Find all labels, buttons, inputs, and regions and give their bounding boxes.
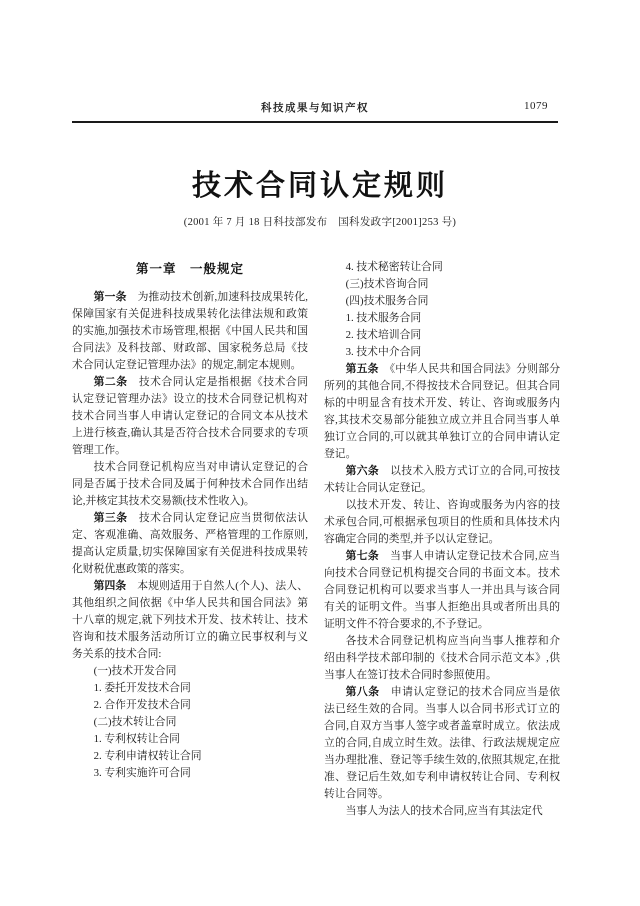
document-subtitle: (2001 年 7 月 18 日科技部发布 国科发政字[2001]253 号) (183, 217, 457, 228)
article-label: 第五条 (345, 363, 379, 375)
paragraph: 第八条 申请认定登记的技术合同应当是依法已经生效的合同。当事人以合同书形式订立的合同,自双方当事人签字或者盖章时成立。依法成立的合同,自成立时生效。法律、行政法规规定应当办理批准、登记等手续生效的,依照其规定,在批准、登记后生效,如专利申请权转让合同、专利权转让合同等。 (324, 686, 561, 800)
paragraph: 第六条 以技术入股方式订立的合同,可按技术转让合同认定登记。 (324, 465, 561, 494)
list-item: 2. 合作开发技术合同 (93, 699, 191, 711)
running-header (72, 100, 558, 118)
paragraph: 第四条 本规则适用于自然人(个人)、法人、其他组织之间依据《中华人民共和国合同法》第十八章的规定,就下列技术开发、技术转让、技术咨询和技术服务活动所订立的确立民事权利与义务关系的技术合同: (72, 580, 308, 660)
page-number: 1079 (524, 100, 548, 112)
right-column (324, 259, 560, 820)
left-column (72, 259, 308, 820)
list-item: 1. 专利权转让合同 (93, 733, 180, 745)
list-item: 1. 委托开发技术合同 (93, 682, 191, 694)
article-label: 第一条 (93, 291, 127, 303)
article-label: 第四条 (93, 580, 127, 592)
paragraph: 各技术合同登记机构应当向当事人推荐和介绍由科学技术部印制的《技术合同示范文本》,供当事人在签订技术合同时参照使用。 (324, 635, 560, 681)
paragraph: 第五条 《中华人民共和国合同法》分则部分所列的其他合同,不得按技术合同登记。但其合同标的中明显含有技术开发、转让、咨询或服务内容,其技术交易部分能独立成立并且合同当事人单独订立合同的,可以就其单独订立的合同申请认定登记。 (324, 363, 560, 460)
article-label: 第八条 (345, 686, 380, 698)
document-title: 技术合同认定规则 (191, 170, 448, 202)
paragraph: 当事人为法人的技术合同,应当有其法定代 (345, 805, 543, 817)
list-item: 3. 技术中介合同 (345, 346, 422, 358)
article-label: 第六条 (345, 465, 380, 477)
paragraph: 以技术开发、转让、咨询或服务为内容的技术承包合同,可根据承包项目的性质和具体技术内容确定合同的类型,并予以认定登记。 (324, 499, 560, 545)
paragraph: 第三条 技术合同认定登记应当贯彻依法认定、客观准确、高效服务、严格管理的工作原则,提高认定质量,切实保障国家有关促进科技成果转化财税优惠政策的落实。 (72, 512, 309, 575)
running-header-title: 科技成果与知识产权 (261, 103, 369, 114)
paragraph: 第一条 为推动技术创新,加速科技成果转化,保障国家有关促进科技成果转化法律法规和政策的实施,加强技术市场管理,根据《中国人民共和国合同法》及科技部、财政部、国家税务总局《技术合同认定登记管理办法》的规定,制定本规则。 (72, 291, 309, 371)
article-label: 第七条 (345, 550, 380, 562)
list-item: (二)技术转让合同 (93, 716, 177, 728)
list-item: 4. 技术秘密转让合同 (345, 261, 443, 273)
list-item: (四)技术服务合同 (345, 295, 429, 307)
list-item: 1. 技术服务合同 (345, 312, 422, 324)
list-item: (一)技术开发合同 (93, 665, 177, 677)
article-label: 第三条 (93, 512, 128, 524)
list-item: 2. 专利申请权转让合同 (93, 750, 202, 762)
paragraph: 第二条 技术合同认定是指根据《技术合同认定登记管理办法》设立的技术合同登记机构对技术合同当事人申请认定登记的合同文本从技术上进行核查,确认其是否符合技术合同要求的专项管理工作。 (72, 376, 309, 456)
paragraph: 技术合同登记机构应当对申请认定登记的合同是否属于技术合同及属于何种技术合同作出结论,并核定其技术交易额(技术性收入)。 (72, 461, 308, 507)
chapter-heading: 第一章 一般规定 (135, 262, 244, 276)
paragraph: 第七条 当事人申请认定登记技术合同,应当向技术合同登记机构提交合同的书面文本。技术合同登记机构可以要求当事人一并出具与该合同有关的证明文件。当事人拒绝出具或者所出具的证明文件不符合要求的,不予登记。 (324, 550, 561, 630)
header-rule (72, 121, 558, 123)
article-label: 第二条 (93, 376, 128, 388)
list-item: 3. 专利实施许可合同 (93, 767, 191, 779)
list-item: (三)技术咨询合同 (345, 278, 429, 290)
list-item: 2. 技术培训合同 (345, 329, 422, 341)
text-columns (72, 259, 560, 820)
